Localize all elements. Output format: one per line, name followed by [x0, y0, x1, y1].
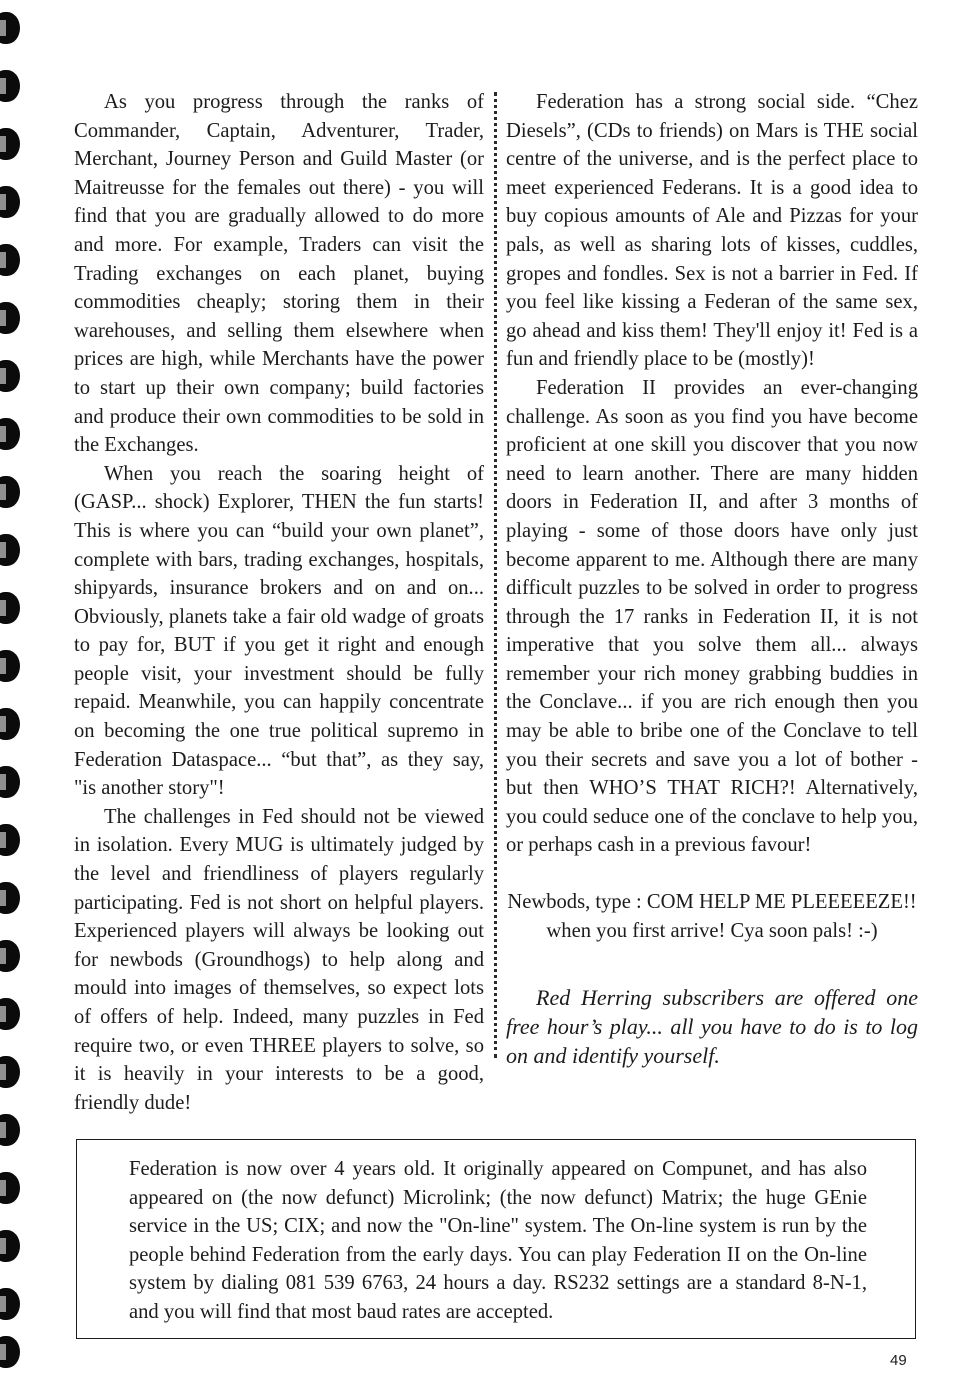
binding-hole-icon [0, 650, 20, 682]
binding-hole-icon [0, 128, 20, 160]
body-paragraph: Federation has a strong social side. “Chez Diesels”, (CDs to friends) on Mars is THE social centre of the universe, and is the perfect place to meet experienced Federans. It is a good idea to buy copious amounts of Ale and Pizzas for your pals, as well as sharing lots of kisses, cuddles, gropes and fondles. Sex is not a barrier in Fed. If you feel like kissing a Federan of the same sex, go ahead and kiss them! They'll enjoy it! Fed is a fun and friendly place to be (mostly)! [506, 91, 918, 371]
binding-hole-icon [0, 882, 20, 914]
binding-hole-icon [0, 244, 20, 276]
binding-hole-icon [0, 1288, 20, 1320]
newbods-line: when you first arrive! Cya soon pals! :-) [546, 919, 878, 942]
info-box [76, 1139, 916, 1339]
column-divider [494, 92, 497, 1058]
binding-hole-icon [0, 1172, 20, 1204]
body-paragraph: As you progress through the ranks of Commander, Captain, Adventurer, Trader, Merchant, Journey Person and Guild Master (or Maitreusse for the females out there) - you will find that you are gradually allowed to do more and more. For example, Traders can visit the Trading exchanges on each planet, buying commodities cheaply; storing them in their warehouses, and selling them elsewhere when prices are high, while Merchants have the power to start up their own company; build factories and produce their own commodities to be sold in the Exchanges. [74, 91, 484, 457]
newbods-line: Newbods, type : COM HELP ME PLEEEEEZE!! [507, 891, 917, 914]
info-box-text: Federation is now over 4 years old. It originally appeared on Compunet, and has also appeared on (the now defunct) Microlink; (the now defunct) Matrix; the huge GEnie service in the US; CIX; and now the "On-line" system. The On-line system is run by the people behind Federation from the early days. You can play Federation II on the On-line system by dialing 081 539 6763, 24 hours a day. RS232 settings are a standard 8-N-1, and you will find that most baud rates are accepted. [129, 1158, 867, 1323]
spiral-binding [0, 0, 40, 1375]
binding-hole-icon [0, 708, 20, 740]
body-paragraph: When you reach the soaring height of (GASP... shock) Explorer, THEN the fun starts! This is where you can “build your own planet”, complete with bars, trading exchanges, hospitals, shipyards, insurance brokers and on and on... Obviously, planets take a fair old wadge of groats to pay for, BUT if you get it right and enough people visit, your investment should be fully repaid. Meanwhile, you can happily concentrate on becoming the one true political supremo in Federation Dataspace... “but that”, as they say, "is another story"! [74, 462, 484, 800]
body-paragraph: Federation II provides an ever-changing challenge. As soon as you find you have become proficient at one skill you discover that you now need to learn another. There are many hidden doors in Federation II, and after 3 months of playing - some of those doors have only just become apparent to me. Although there are many difficult puzzles to be solved in order to progress through the 17 ranks in Federation II, it is not imperative that you solve them all... always remember your rich money grabbing buddies in the Conclave... if you are rich enough then you may be able to bribe one of the Conclave to tell you their secrets and save you a lot of bother - but then WHO’S THAT RICH?! Alternatively, you could seduce one of the conclave to help you, or perhaps cash in a previous favour! [506, 376, 918, 857]
binding-hole-icon [0, 418, 20, 450]
binding-hole-icon [0, 766, 20, 798]
subscriber-offer [506, 983, 918, 1070]
body-paragraph: The challenges in Fed should not be viewed in isolation. Every MUG is ultimately judged by the level and friendliness of players regularly participating. Fed is not short on helpful players. Experienced players will always be looking out for newbods (Groundhogs) to help along and mould into images of themselves, so expect lots of offers of help. Indeed, many puzzles in Fed require two, or even THREE players to solve, so it is heavily in your interests to be a good, friendly dude! [74, 805, 484, 1114]
binding-hole-icon [0, 940, 20, 972]
binding-hole-icon [0, 534, 20, 566]
binding-hole-icon [0, 476, 20, 508]
binding-hole-icon [0, 1336, 20, 1368]
binding-hole-icon [0, 998, 20, 1030]
newbods-tip [506, 888, 918, 945]
binding-hole-icon [0, 302, 20, 334]
binding-hole-icon [0, 1230, 20, 1262]
binding-hole-icon [0, 824, 20, 856]
page-number: 49 [890, 1352, 907, 1369]
binding-hole-icon [0, 186, 20, 218]
binding-hole-icon [0, 1114, 20, 1146]
binding-hole-icon [0, 1056, 20, 1088]
left-column [74, 88, 484, 1117]
binding-hole-icon [0, 360, 20, 392]
binding-hole-icon [0, 70, 20, 102]
binding-hole-icon [0, 12, 20, 44]
offer-text: Red Herring subscribers are offered one free hour’s play... all you have to do is to log on and identify yourself. [506, 985, 918, 1069]
right-column [506, 88, 918, 1070]
binding-hole-icon [0, 592, 20, 624]
